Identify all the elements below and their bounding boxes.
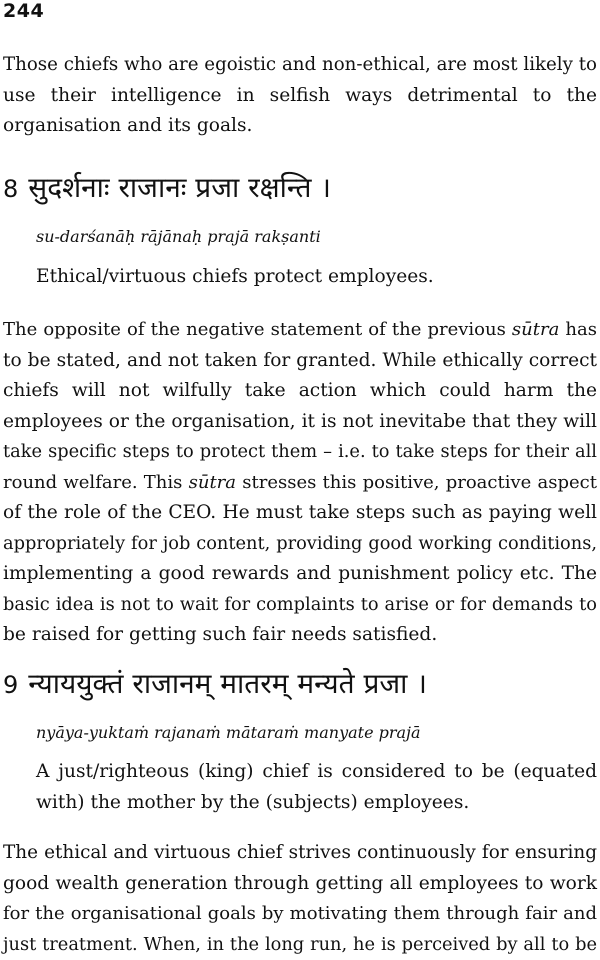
text-line: implementing a good rewards and punishment policy etc. The	[3, 559, 597, 590]
text-line: Those chiefs who are egoistic and non-ethical, are most likely to	[3, 50, 597, 81]
sutra-9-verse	[3, 666, 427, 703]
sutra-9-commentary	[3, 838, 597, 960]
text-line: good wealth generation through getting all employees to work	[3, 869, 597, 900]
text-line: employees or the organisation, it is not inevitabe that they will	[3, 407, 597, 438]
italic-term: sūtra	[512, 319, 559, 340]
text-line: organisation and its goals.	[3, 111, 597, 142]
text-line: A just/righteous (king) chief is considered to be (equated	[36, 757, 597, 788]
sutra-9-transliteration: nyāya-yuktaṁ rajanaṁ mātaraṁ manyate prajā	[36, 722, 421, 744]
sutra-8-translation	[36, 262, 597, 293]
text-span: has	[559, 319, 597, 340]
sutra-8-verse	[3, 170, 331, 207]
text-span: round welfare. This	[3, 472, 189, 493]
text-span: The opposite of the negative statement of the previous	[3, 319, 512, 340]
text-line: chiefs will not wilfully take action which could harm the	[3, 376, 597, 407]
text-line: basic idea is not to wait for complaints to arise or for demands to	[3, 590, 597, 621]
text-line: be raised for getting such fair needs satisfied.	[3, 620, 597, 651]
sutra-8-transliteration: su-darśanāḥ rājānaḥ prajā rakṣanti	[36, 226, 321, 248]
text-line	[3, 315, 597, 346]
text-line: with) the mother by the (subjects) employees.	[36, 788, 597, 819]
text-line: The ethical and virtuous chief strives continuously for ensuring	[3, 838, 597, 869]
text-line: to be stated, and not taken for granted. While ethically correct	[3, 346, 597, 377]
sutra-devanagari: न्याययुक्तं राजानम् मातरम् मन्यते प्रजा ।	[28, 667, 427, 700]
page-number: 244	[3, 0, 44, 22]
sutra-number: 8	[3, 175, 18, 203]
italic-term: sūtra	[189, 472, 236, 493]
text-span: stresses this positive, proactive aspect	[236, 472, 597, 493]
text-line: take specific steps to protect them – i.e. to take steps for their all	[3, 437, 597, 468]
text-line: use their intelligence in selfish ways detrimental to the	[3, 81, 597, 112]
sutra-9-translation	[36, 757, 597, 818]
text-line: for the organisational goals by motivating them through fair and	[3, 899, 597, 930]
text-line: just treatment. When, in the long run, he is perceived by all to be	[3, 930, 597, 960]
sutra-number: 9	[3, 671, 18, 699]
sutra-devanagari: सुदर्शनाः राजानः प्रजा रक्षन्ति ।	[28, 171, 331, 204]
intro-paragraph	[3, 50, 597, 142]
text-line: appropriately for job content, providing good working conditions,	[3, 529, 597, 560]
text-line	[3, 468, 597, 499]
text-line: Ethical/virtuous chiefs protect employees.	[36, 262, 597, 293]
sutra-8-commentary	[3, 315, 597, 651]
text-line: of the role of the CEO. He must take steps such as paying well	[3, 498, 597, 529]
